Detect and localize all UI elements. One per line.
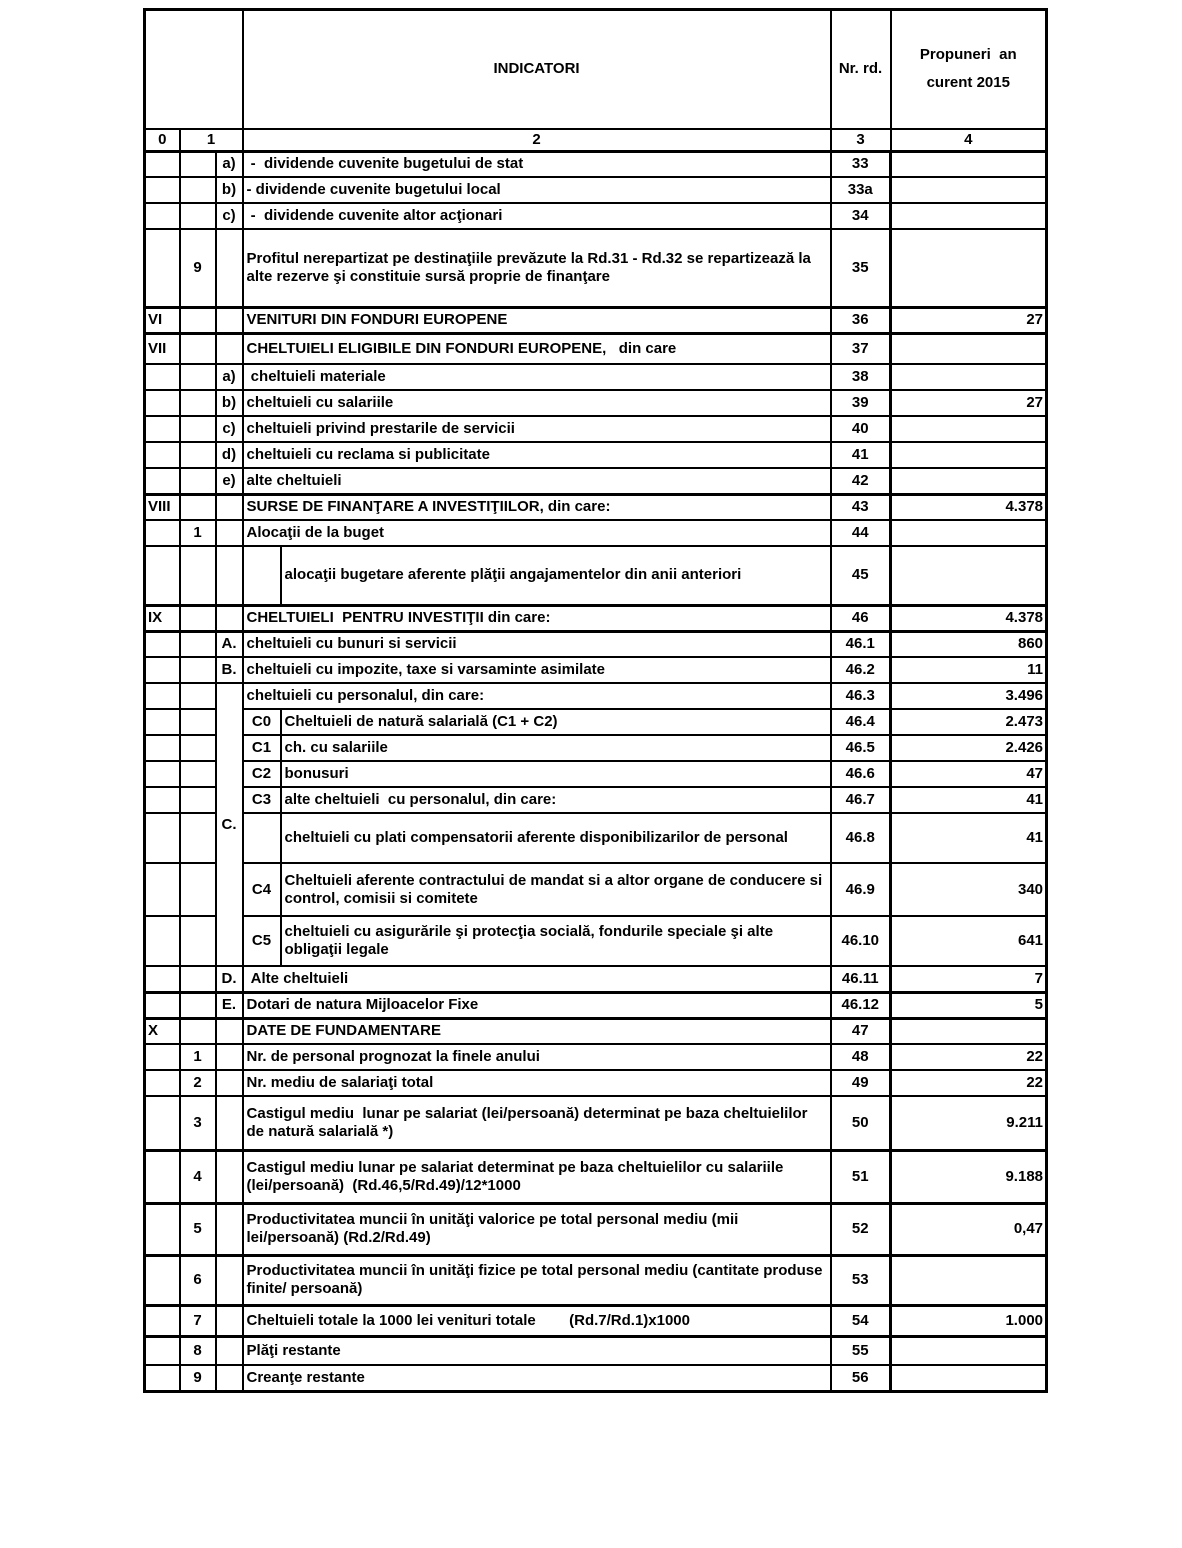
row-nr: 42 bbox=[831, 468, 891, 494]
row-num-label bbox=[180, 416, 216, 442]
table-row bbox=[145, 916, 1047, 966]
row-roman-label bbox=[145, 1255, 180, 1305]
row-value: 340 bbox=[891, 863, 1047, 916]
row-value bbox=[891, 546, 1047, 605]
col-header-nr-rd: Nr. rd. bbox=[831, 10, 891, 129]
row-letter-label bbox=[216, 1336, 243, 1365]
row-value: 641 bbox=[891, 916, 1047, 966]
row-indicator-text: Alte cheltuieli bbox=[243, 966, 831, 992]
budget-table bbox=[143, 8, 1048, 1393]
table-row bbox=[145, 416, 1047, 442]
row-num-label bbox=[180, 442, 216, 468]
row-nr: 50 bbox=[831, 1096, 891, 1150]
row-letter-label bbox=[216, 546, 243, 605]
row-indicator-text: Alocaţii de la buget bbox=[243, 520, 831, 546]
row-nr: 44 bbox=[831, 520, 891, 546]
table-row bbox=[145, 1365, 1047, 1391]
row-nr: 41 bbox=[831, 442, 891, 468]
row-roman-label bbox=[145, 683, 180, 709]
row-indicator-text: alte cheltuieli cu personalul, din care: bbox=[281, 787, 831, 813]
row-num-label bbox=[180, 683, 216, 709]
row-indicator-text: Productivitatea muncii în unităţi valorice pe total personal mediu (mii lei/persoană) (Rd.2/Rd.49) bbox=[243, 1203, 831, 1255]
table-row bbox=[145, 787, 1047, 813]
row-num-label bbox=[180, 333, 216, 364]
row-roman-label bbox=[145, 177, 180, 203]
row-letter-label bbox=[216, 1305, 243, 1336]
row-roman-label: VIII bbox=[145, 494, 180, 520]
row-indicator-text: Productivitatea muncii în unităţi fizice pe total personal mediu (cantitate produse finite/ persoană) bbox=[243, 1255, 831, 1305]
row-num-label bbox=[180, 151, 216, 177]
row-value: 9.211 bbox=[891, 1096, 1047, 1150]
table-row bbox=[145, 1044, 1047, 1070]
row-num-label bbox=[180, 494, 216, 520]
table-row bbox=[145, 520, 1047, 546]
row-value bbox=[891, 416, 1047, 442]
row-indicator-text: Cheltuieli aferente contractului de mandat si a altor organe de conducere si control, comisii si comitete bbox=[281, 863, 831, 916]
row-nr: 45 bbox=[831, 546, 891, 605]
row-indicator-text: cheltuieli cu bunuri si servicii bbox=[243, 631, 831, 657]
row-value bbox=[891, 468, 1047, 494]
row-roman-label bbox=[145, 657, 180, 683]
row-indicator-text: CHELTUIELI PENTRU INVESTIŢII din care: bbox=[243, 605, 831, 631]
row-sub-label: C2 bbox=[243, 761, 281, 787]
row-nr: 52 bbox=[831, 1203, 891, 1255]
row-value: 22 bbox=[891, 1044, 1047, 1070]
row-value bbox=[891, 1018, 1047, 1044]
row-value: 5 bbox=[891, 992, 1047, 1018]
row-roman-label bbox=[145, 966, 180, 992]
row-indicator-text: Dotari de natura Mijloacelor Fixe bbox=[243, 992, 831, 1018]
row-letter-label: C. bbox=[216, 683, 243, 966]
row-indicator-text: Cheltuieli de natură salarială (C1 + C2) bbox=[281, 709, 831, 735]
row-roman-label bbox=[145, 1305, 180, 1336]
row-letter-label: b) bbox=[216, 390, 243, 416]
index-row bbox=[145, 129, 1047, 152]
row-nr: 46.12 bbox=[831, 992, 891, 1018]
row-num-label bbox=[180, 203, 216, 229]
row-nr: 38 bbox=[831, 364, 891, 390]
row-value bbox=[891, 520, 1047, 546]
header-row bbox=[145, 10, 1047, 129]
table-row bbox=[145, 307, 1047, 333]
row-nr: 46.3 bbox=[831, 683, 891, 709]
row-num-label: 8 bbox=[180, 1336, 216, 1365]
row-num-label bbox=[180, 966, 216, 992]
row-sub-label: C5 bbox=[243, 916, 281, 966]
row-letter-label: a) bbox=[216, 364, 243, 390]
table-row bbox=[145, 735, 1047, 761]
row-value: 2.426 bbox=[891, 735, 1047, 761]
row-letter-label: E. bbox=[216, 992, 243, 1018]
table-row bbox=[145, 813, 1047, 863]
row-roman-label bbox=[145, 520, 180, 546]
row-value bbox=[891, 442, 1047, 468]
table-row bbox=[145, 992, 1047, 1018]
row-indicator-text: - dividende cuvenite altor acţionari bbox=[243, 203, 831, 229]
row-num-label bbox=[180, 863, 216, 916]
row-value bbox=[891, 151, 1047, 177]
table-row bbox=[145, 546, 1047, 605]
row-value: 2.473 bbox=[891, 709, 1047, 735]
row-roman-label bbox=[145, 390, 180, 416]
row-letter-label: c) bbox=[216, 416, 243, 442]
row-roman-label: VI bbox=[145, 307, 180, 333]
row-roman-label bbox=[145, 416, 180, 442]
row-num-label bbox=[180, 761, 216, 787]
row-value: 0,47 bbox=[891, 1203, 1047, 1255]
row-letter-label bbox=[216, 494, 243, 520]
row-indicator-text: VENITURI DIN FONDURI EUROPENE bbox=[243, 307, 831, 333]
row-nr: 48 bbox=[831, 1044, 891, 1070]
row-roman-label bbox=[145, 631, 180, 657]
row-nr: 46.8 bbox=[831, 813, 891, 863]
row-roman-label bbox=[145, 151, 180, 177]
row-nr: 46.10 bbox=[831, 916, 891, 966]
row-nr: 37 bbox=[831, 333, 891, 364]
table-row bbox=[145, 1305, 1047, 1336]
row-letter-label: D. bbox=[216, 966, 243, 992]
row-value bbox=[891, 1255, 1047, 1305]
row-indicator-text: cheltuieli cu salariile bbox=[243, 390, 831, 416]
row-nr: 54 bbox=[831, 1305, 891, 1336]
row-nr: 46.9 bbox=[831, 863, 891, 916]
row-roman-label: VII bbox=[145, 333, 180, 364]
row-roman-label bbox=[145, 203, 180, 229]
row-value bbox=[891, 1365, 1047, 1391]
row-letter-label bbox=[216, 1255, 243, 1305]
table-row bbox=[145, 333, 1047, 364]
row-value: 27 bbox=[891, 390, 1047, 416]
row-value: 11 bbox=[891, 657, 1047, 683]
row-value: 3.496 bbox=[891, 683, 1047, 709]
row-nr: 46.6 bbox=[831, 761, 891, 787]
row-indicator-text: cheltuieli cu reclama si publicitate bbox=[243, 442, 831, 468]
row-num-label bbox=[180, 364, 216, 390]
index-col-2: 2 bbox=[243, 129, 831, 152]
row-indicator-text: cheltuieli cu plati compensatorii aferente disponibilizarilor de personal bbox=[281, 813, 831, 863]
row-indicator-text: Nr. mediu de salariaţi total bbox=[243, 1070, 831, 1096]
row-indicator-text: cheltuieli cu asigurările şi protecţia socială, fondurile speciale şi alte obligaţii legale bbox=[281, 916, 831, 966]
row-letter-label bbox=[216, 1018, 243, 1044]
row-indicator-text: - dividende cuvenite bugetului de stat bbox=[243, 151, 831, 177]
table-row bbox=[145, 761, 1047, 787]
row-letter-label bbox=[216, 520, 243, 546]
row-letter-label bbox=[216, 605, 243, 631]
row-roman-label: X bbox=[145, 1018, 180, 1044]
row-roman-label bbox=[145, 546, 180, 605]
table-row bbox=[145, 390, 1047, 416]
table-row bbox=[145, 229, 1047, 307]
row-nr: 55 bbox=[831, 1336, 891, 1365]
row-nr: 46.11 bbox=[831, 966, 891, 992]
row-value: 7 bbox=[891, 966, 1047, 992]
row-roman-label bbox=[145, 787, 180, 813]
row-indicator-text: SURSE DE FINANŢARE A INVESTIŢIILOR, din care: bbox=[243, 494, 831, 520]
row-letter-label bbox=[216, 1150, 243, 1203]
row-value: 41 bbox=[891, 813, 1047, 863]
row-num-label: 7 bbox=[180, 1305, 216, 1336]
row-indicator-text: alocaţii bugetare aferente plăţii angajamentelor din anii anteriori bbox=[281, 546, 831, 605]
row-num-label bbox=[180, 390, 216, 416]
table-row bbox=[145, 1336, 1047, 1365]
row-indicator-text: cheltuieli cu personalul, din care: bbox=[243, 683, 831, 709]
row-nr: 40 bbox=[831, 416, 891, 442]
row-value: 1.000 bbox=[891, 1305, 1047, 1336]
row-roman-label bbox=[145, 761, 180, 787]
table-row bbox=[145, 151, 1047, 177]
table-row bbox=[145, 468, 1047, 494]
row-letter-label: e) bbox=[216, 468, 243, 494]
row-nr: 46.4 bbox=[831, 709, 891, 735]
row-num-label: 2 bbox=[180, 1070, 216, 1096]
row-value bbox=[891, 1336, 1047, 1365]
row-letter-label bbox=[216, 1096, 243, 1150]
row-sub-label: C4 bbox=[243, 863, 281, 916]
row-nr: 46.5 bbox=[831, 735, 891, 761]
row-value: 22 bbox=[891, 1070, 1047, 1096]
row-letter-label: B. bbox=[216, 657, 243, 683]
row-value bbox=[891, 364, 1047, 390]
index-col-4: 4 bbox=[891, 129, 1047, 152]
row-num-label bbox=[180, 916, 216, 966]
row-num-label bbox=[180, 546, 216, 605]
row-letter-label bbox=[216, 307, 243, 333]
table-row bbox=[145, 494, 1047, 520]
row-indicator-text: bonusuri bbox=[281, 761, 831, 787]
row-letter-label: c) bbox=[216, 203, 243, 229]
row-indicator-text: CHELTUIELI ELIGIBILE DIN FONDURI EUROPENE, din care bbox=[243, 333, 831, 364]
row-indicator-text: ch. cu salariile bbox=[281, 735, 831, 761]
row-nr: 56 bbox=[831, 1365, 891, 1391]
row-num-label: 9 bbox=[180, 1365, 216, 1391]
row-nr: 43 bbox=[831, 494, 891, 520]
row-roman-label bbox=[145, 1203, 180, 1255]
table-row bbox=[145, 966, 1047, 992]
row-num-label bbox=[180, 813, 216, 863]
row-nr: 34 bbox=[831, 203, 891, 229]
row-num-label bbox=[180, 709, 216, 735]
row-num-label: 5 bbox=[180, 1203, 216, 1255]
index-col-1: 1 bbox=[180, 129, 243, 152]
row-num-label bbox=[180, 631, 216, 657]
row-nr: 46 bbox=[831, 605, 891, 631]
row-sub-label: C3 bbox=[243, 787, 281, 813]
row-roman-label bbox=[145, 364, 180, 390]
table-row bbox=[145, 1150, 1047, 1203]
row-value: 41 bbox=[891, 787, 1047, 813]
row-nr: 51 bbox=[831, 1150, 891, 1203]
row-num-label bbox=[180, 468, 216, 494]
row-letter-label bbox=[216, 333, 243, 364]
row-indicator-text: cheltuieli cu impozite, taxe si varsaminte asimilate bbox=[243, 657, 831, 683]
index-col-3: 3 bbox=[831, 129, 891, 152]
row-indicator-text: Nr. de personal prognozat la finele anului bbox=[243, 1044, 831, 1070]
row-nr: 35 bbox=[831, 229, 891, 307]
row-value: 27 bbox=[891, 307, 1047, 333]
table-row bbox=[145, 442, 1047, 468]
row-indicator-text: Plăţi restante bbox=[243, 1336, 831, 1365]
row-letter-label bbox=[216, 1044, 243, 1070]
table-row bbox=[145, 1070, 1047, 1096]
row-num-label bbox=[180, 992, 216, 1018]
row-num-label: 1 bbox=[180, 1044, 216, 1070]
table-row bbox=[145, 1018, 1047, 1044]
table-header bbox=[145, 10, 1047, 152]
table-row bbox=[145, 1255, 1047, 1305]
table-row bbox=[145, 863, 1047, 916]
table-body bbox=[145, 151, 1047, 1391]
row-value bbox=[891, 333, 1047, 364]
row-num-label bbox=[180, 307, 216, 333]
row-roman-label bbox=[145, 735, 180, 761]
row-nr: 36 bbox=[831, 307, 891, 333]
row-num-label: 9 bbox=[180, 229, 216, 307]
row-nr: 39 bbox=[831, 390, 891, 416]
row-num-label: 1 bbox=[180, 520, 216, 546]
table-row bbox=[145, 657, 1047, 683]
propuneri-line1: Propuneri an bbox=[919, 45, 1017, 63]
row-value bbox=[891, 177, 1047, 203]
row-value: 4.378 bbox=[891, 605, 1047, 631]
row-indicator-text: Castigul mediu lunar pe salariat determinat pe baza cheltuielilor cu salariile (lei/persoană) (Rd.46,5/Rd.49)/12*1000 bbox=[243, 1150, 831, 1203]
row-letter-label: d) bbox=[216, 442, 243, 468]
row-num-label bbox=[180, 735, 216, 761]
row-num-label bbox=[180, 177, 216, 203]
table-row bbox=[145, 364, 1047, 390]
row-num-label: 4 bbox=[180, 1150, 216, 1203]
row-indicator-text: Cheltuieli totale la 1000 lei venituri totale (Rd.7/Rd.1)x1000 bbox=[243, 1305, 831, 1336]
row-sub-label bbox=[243, 546, 281, 605]
row-indicator-text: Profitul nerepartizat pe destinaţiile prevăzute la Rd.31 - Rd.32 se repartizează la alte rezerve şi constituie sursă proprie de finanţare bbox=[243, 229, 831, 307]
row-roman-label bbox=[145, 1070, 180, 1096]
row-roman-label bbox=[145, 1365, 180, 1391]
row-value: 4.378 bbox=[891, 494, 1047, 520]
row-roman-label bbox=[145, 916, 180, 966]
row-roman-label: IX bbox=[145, 605, 180, 631]
row-letter-label bbox=[216, 1365, 243, 1391]
row-nr: 47 bbox=[831, 1018, 891, 1044]
row-letter-label bbox=[216, 1070, 243, 1096]
table-row bbox=[145, 631, 1047, 657]
row-num-label: 6 bbox=[180, 1255, 216, 1305]
row-value: 9.188 bbox=[891, 1150, 1047, 1203]
row-letter-label: a) bbox=[216, 151, 243, 177]
col-header-propuneri bbox=[891, 10, 1047, 129]
row-value bbox=[891, 203, 1047, 229]
table-row bbox=[145, 605, 1047, 631]
propuneri-line2: curent 2015 bbox=[926, 74, 1010, 92]
row-sub-label: C0 bbox=[243, 709, 281, 735]
table-row bbox=[145, 709, 1047, 735]
row-roman-label bbox=[145, 709, 180, 735]
row-indicator-text: cheltuieli materiale bbox=[243, 364, 831, 390]
row-num-label bbox=[180, 1018, 216, 1044]
col-header-indicatori: INDICATORI bbox=[243, 10, 831, 129]
row-nr: 33a bbox=[831, 177, 891, 203]
row-indicator-text: - dividende cuvenite bugetului local bbox=[243, 177, 831, 203]
row-letter-label bbox=[216, 229, 243, 307]
row-roman-label bbox=[145, 992, 180, 1018]
row-nr: 49 bbox=[831, 1070, 891, 1096]
row-indicator-text: Creanţe restante bbox=[243, 1365, 831, 1391]
row-roman-label bbox=[145, 468, 180, 494]
row-letter-label bbox=[216, 1203, 243, 1255]
row-num-label bbox=[180, 605, 216, 631]
row-value bbox=[891, 229, 1047, 307]
row-roman-label bbox=[145, 1096, 180, 1150]
row-value: 47 bbox=[891, 761, 1047, 787]
row-nr: 33 bbox=[831, 151, 891, 177]
row-num-label bbox=[180, 787, 216, 813]
header-empty-cell bbox=[145, 10, 243, 129]
row-roman-label bbox=[145, 863, 180, 916]
row-indicator-text: Castigul mediu lunar pe salariat (lei/persoană) determinat pe baza cheltuielilor de natură salarială *) bbox=[243, 1096, 831, 1150]
row-sub-label: C1 bbox=[243, 735, 281, 761]
row-nr: 53 bbox=[831, 1255, 891, 1305]
row-sub-label bbox=[243, 813, 281, 863]
table-row bbox=[145, 683, 1047, 709]
row-nr: 46.2 bbox=[831, 657, 891, 683]
index-col-0: 0 bbox=[145, 129, 180, 152]
row-roman-label bbox=[145, 1336, 180, 1365]
row-letter-label: b) bbox=[216, 177, 243, 203]
table-row bbox=[145, 177, 1047, 203]
row-roman-label bbox=[145, 813, 180, 863]
row-roman-label bbox=[145, 442, 180, 468]
row-num-label: 3 bbox=[180, 1096, 216, 1150]
row-roman-label bbox=[145, 1044, 180, 1070]
row-roman-label bbox=[145, 229, 180, 307]
table-row bbox=[145, 203, 1047, 229]
row-num-label bbox=[180, 657, 216, 683]
row-indicator-text: alte cheltuieli bbox=[243, 468, 831, 494]
row-value: 860 bbox=[891, 631, 1047, 657]
table-row bbox=[145, 1096, 1047, 1150]
row-nr: 46.1 bbox=[831, 631, 891, 657]
row-nr: 46.7 bbox=[831, 787, 891, 813]
row-indicator-text: cheltuieli privind prestarile de servicii bbox=[243, 416, 831, 442]
row-indicator-text: DATE DE FUNDAMENTARE bbox=[243, 1018, 831, 1044]
table-row bbox=[145, 1203, 1047, 1255]
row-roman-label bbox=[145, 1150, 180, 1203]
row-letter-label: A. bbox=[216, 631, 243, 657]
